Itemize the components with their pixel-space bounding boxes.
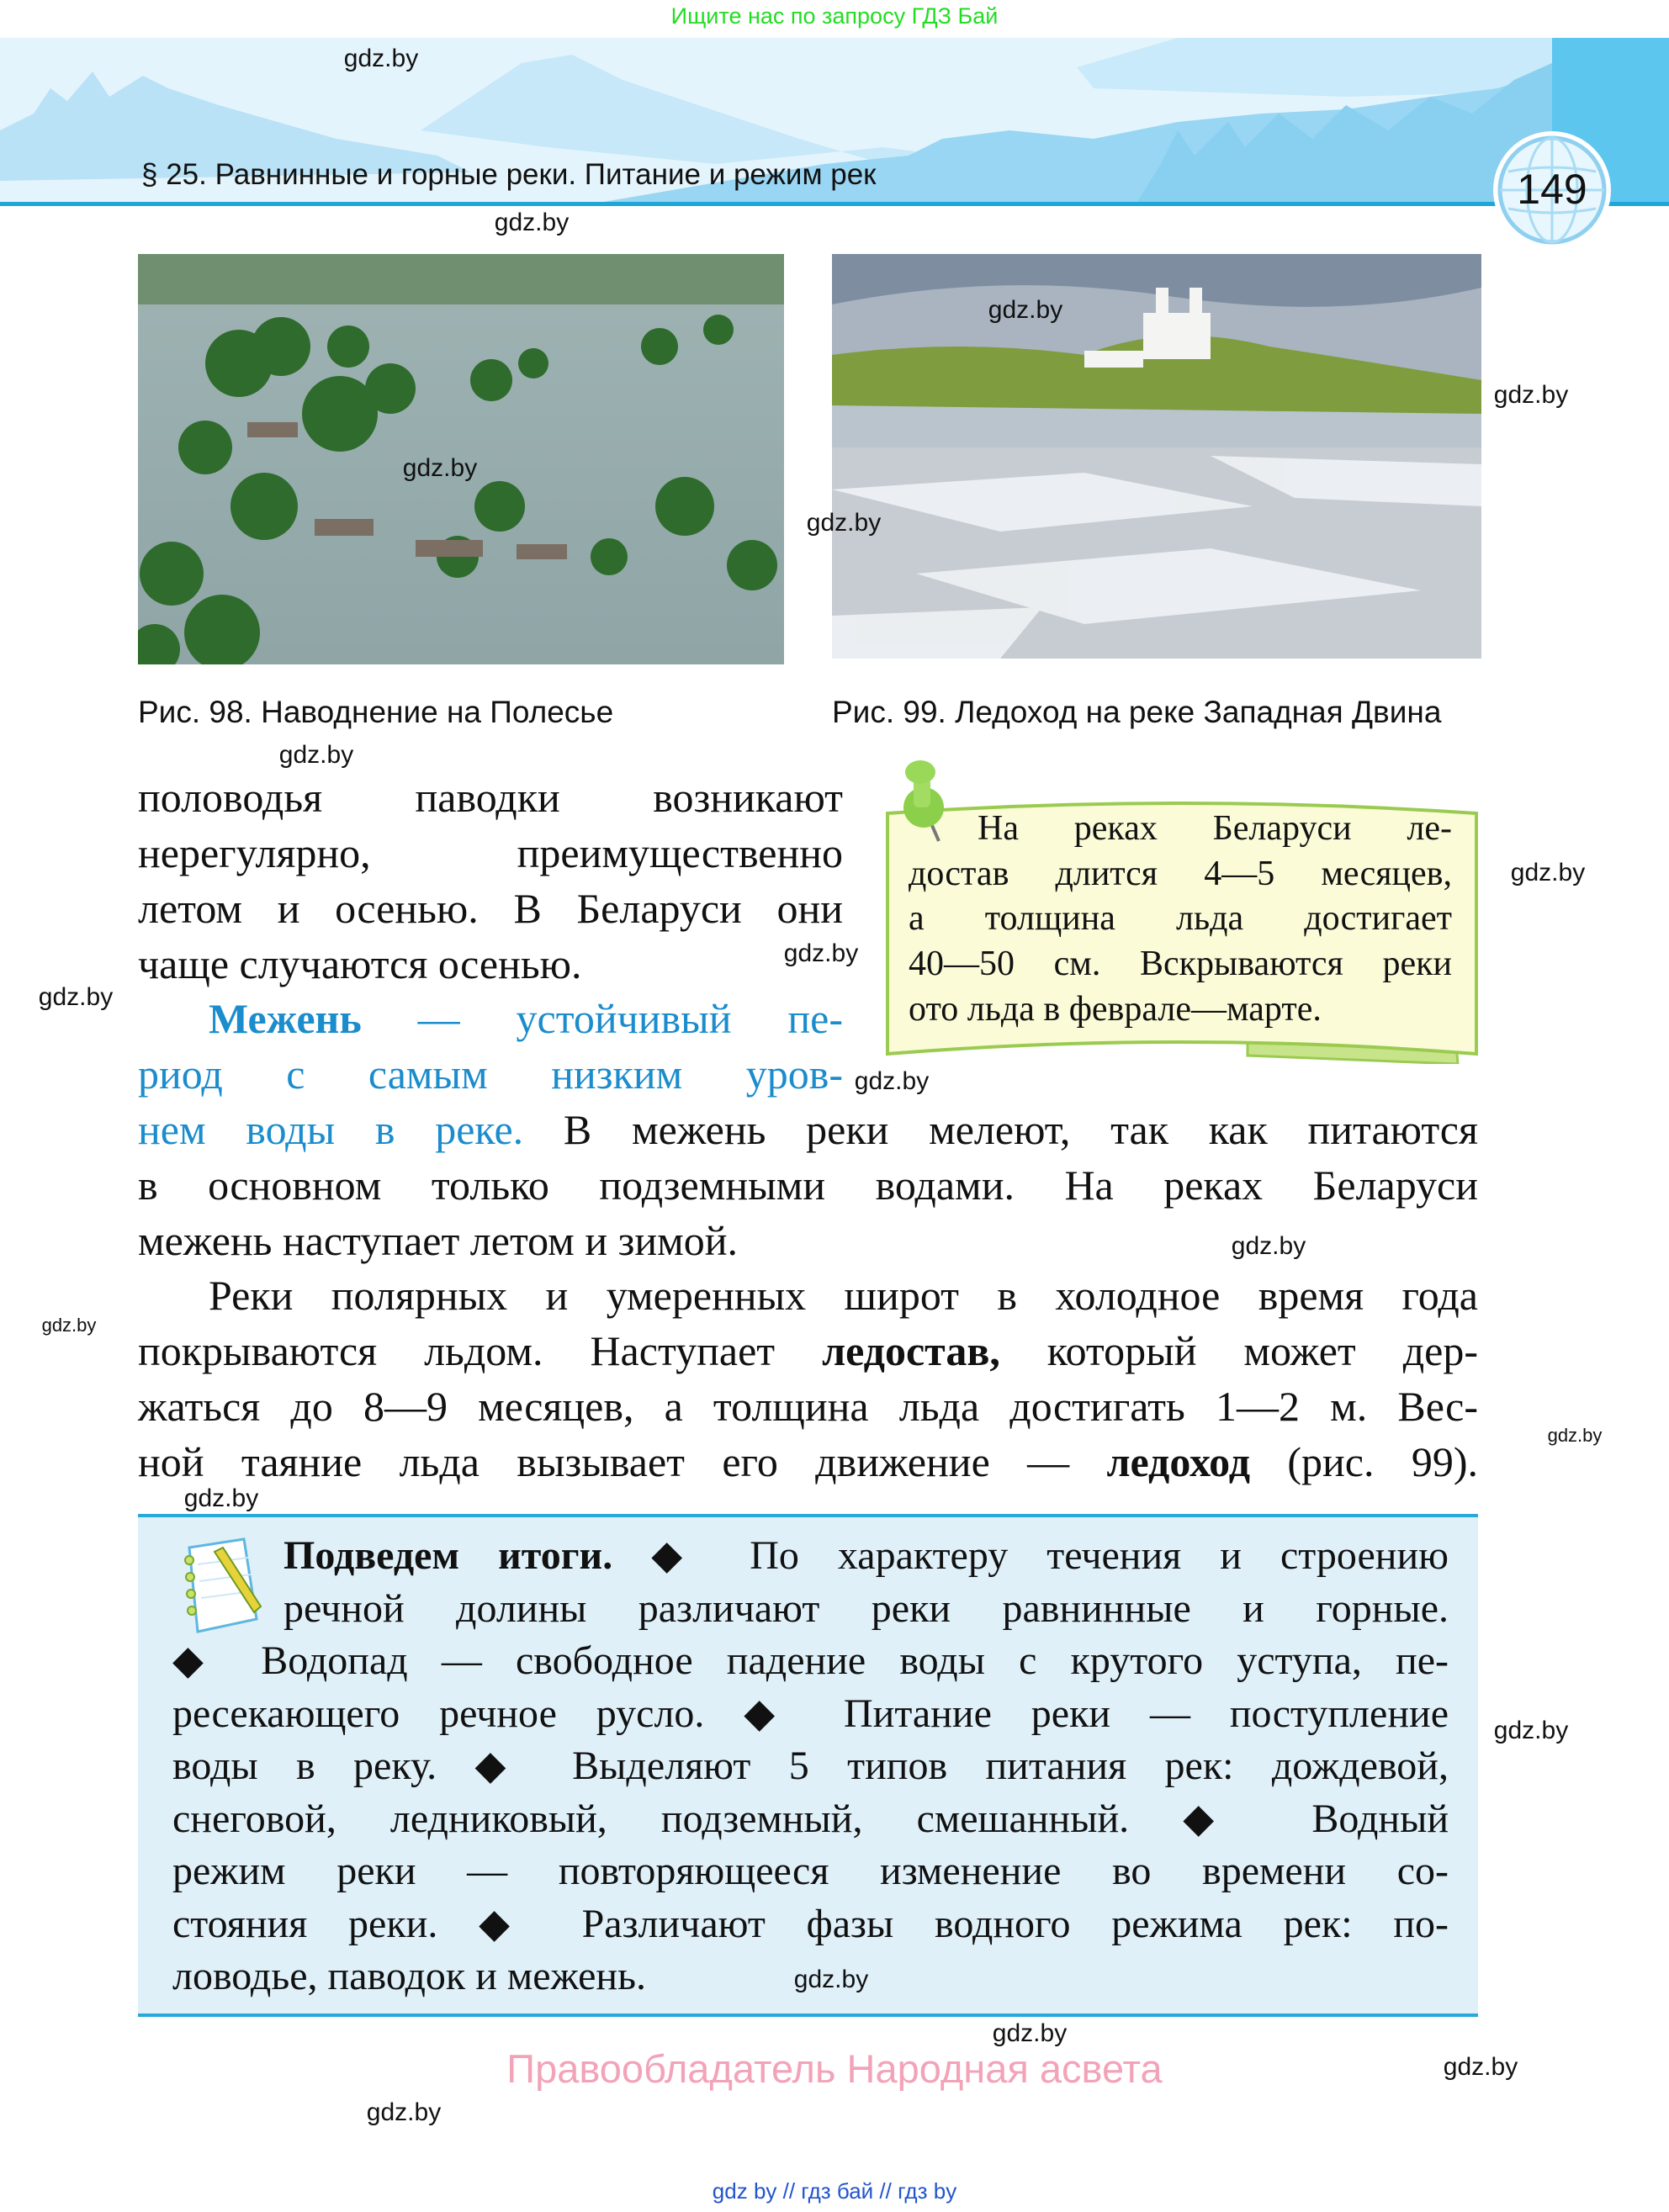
watermark: gdz.by [783,939,859,967]
text-segment: покрываются льдом. Наступает [138,1327,823,1374]
definition-line: риод с самым низким уров- [138,1050,843,1098]
section-title: § 25. Равнинные и горные реки. Питание и режим рек [141,158,877,191]
summary-text: ◆ По характеру течения и строению [612,1533,1449,1578]
text-line: в основном только подземными водами. На реках Беларуси [138,1162,1478,1209]
page-number: 149 [1517,166,1587,213]
watermark: gdz.by [41,1315,97,1336]
watermark: gdz.by [1547,1425,1603,1446]
watermark: gdz.by [38,983,114,1011]
notebook-pencil-icon [177,1535,269,1636]
watermark: gdz.by [988,296,1063,324]
watermark: gdz.by [1443,2053,1518,2081]
figure-98-caption: Рис. 98. Наводнение на Полесье [138,695,614,729]
note-line: а толщина льда достигает [909,899,1452,938]
summary-line: ◆ Водопад — свободное падение воды с крутого уступа, пе- [172,1638,1449,1683]
definition-text: — устойчивый пе- [361,995,843,1042]
text-segment: (рис. 99). [1250,1438,1478,1485]
text-line: половодья паводки возникают [138,774,843,821]
summary-line: режим реки — повторяющееся изменение во времени со- [172,1849,1449,1893]
text-line: нерегулярно, преимущественно [138,829,843,876]
watermark: gdz.by [1493,1717,1569,1744]
watermark: gdz.by [183,1484,259,1512]
watermark: gdz.by [854,1067,930,1095]
text-line: чаще случаются осенью. [138,940,582,987]
summary-line: речной долины различают реки равнинные и горные. [283,1586,1449,1631]
text-line: жаться до 8—9 месяцев, а толщина льда достигать 1—2 м. Вес- [138,1383,1478,1430]
note-line: 40—50 см. Вскрываются реки [909,945,1452,983]
note-line: На реках Беларуси ле- [978,809,1452,848]
text-segment: который может дер- [999,1327,1478,1374]
summary-line: стояния реки. ◆ Различают фазы водного режима рек: по- [172,1902,1449,1946]
definition-line [209,991,843,1046]
watermark: gdz.by [992,2019,1068,2047]
summary-heading: Подведем итоги. [283,1533,613,1578]
watermark: gdz.by [1493,381,1569,409]
text-line [138,1102,1478,1157]
summary-line: ресекающего речное русло. ◆ Питание реки — поступление [172,1691,1449,1736]
copyright-footer: Правообладатель Народная асвета [506,2046,1163,2091]
term-ledostav: ледостав, [822,1327,1000,1374]
ice-drift-photo [832,254,1481,659]
text-segment: В межень реки мелеют, так как питаются [523,1106,1478,1153]
summary-line: воды в реку. ◆ Выделяют 5 типов питания рек: дождевой, [172,1744,1449,1788]
text-line [138,1323,1478,1379]
watermark: gdz.by [402,454,478,482]
note-line: ото льда в феврале—марте. [909,990,1322,1029]
watermark: gdz.by [1231,1232,1306,1260]
summary-line: ловодье, паводок и межень. [172,1954,646,1998]
text-line: летом и осенью. В Беларуси они [138,885,843,932]
bottom-links[interactable]: gdz by // гдз бай // гдз by [712,2178,957,2204]
header-divider [0,202,1669,206]
summary-line: снеговой, ледниковый, подземный, смешанный. ◆ Водный [172,1797,1449,1841]
watermark: gdz.by [343,45,419,72]
watermark: gdz.by [806,509,882,537]
term-ledokhod: ледоход [1106,1438,1251,1485]
watermark: gdz.by [1510,859,1586,886]
note-line: достав длится 4—5 месяцев, [909,855,1452,893]
text-segment: ной таяние льда вызывает его движение — [138,1438,1107,1485]
figure-99-caption: Рис. 99. Ледоход на реке Западная Двина [832,695,1442,729]
pushpin-icon [890,757,957,849]
text-line [138,1434,1478,1490]
watermark: gdz.by [494,209,570,236]
watermark: gdz.by [793,1966,869,1993]
definition-text: нем воды в реке. [138,1106,524,1153]
watermark: gdz.by [366,2098,442,2126]
text-line: межень наступает летом и зимой. [138,1217,738,1264]
text-line: Реки полярных и умеренных широт в холодное время года [209,1272,1478,1319]
term-mezhen: Межень [209,995,362,1042]
summary-line [283,1530,1449,1582]
watermark: gdz.by [278,741,354,769]
search-hint: Ищите нас по запросу ГДЗ Бай [670,3,999,29]
